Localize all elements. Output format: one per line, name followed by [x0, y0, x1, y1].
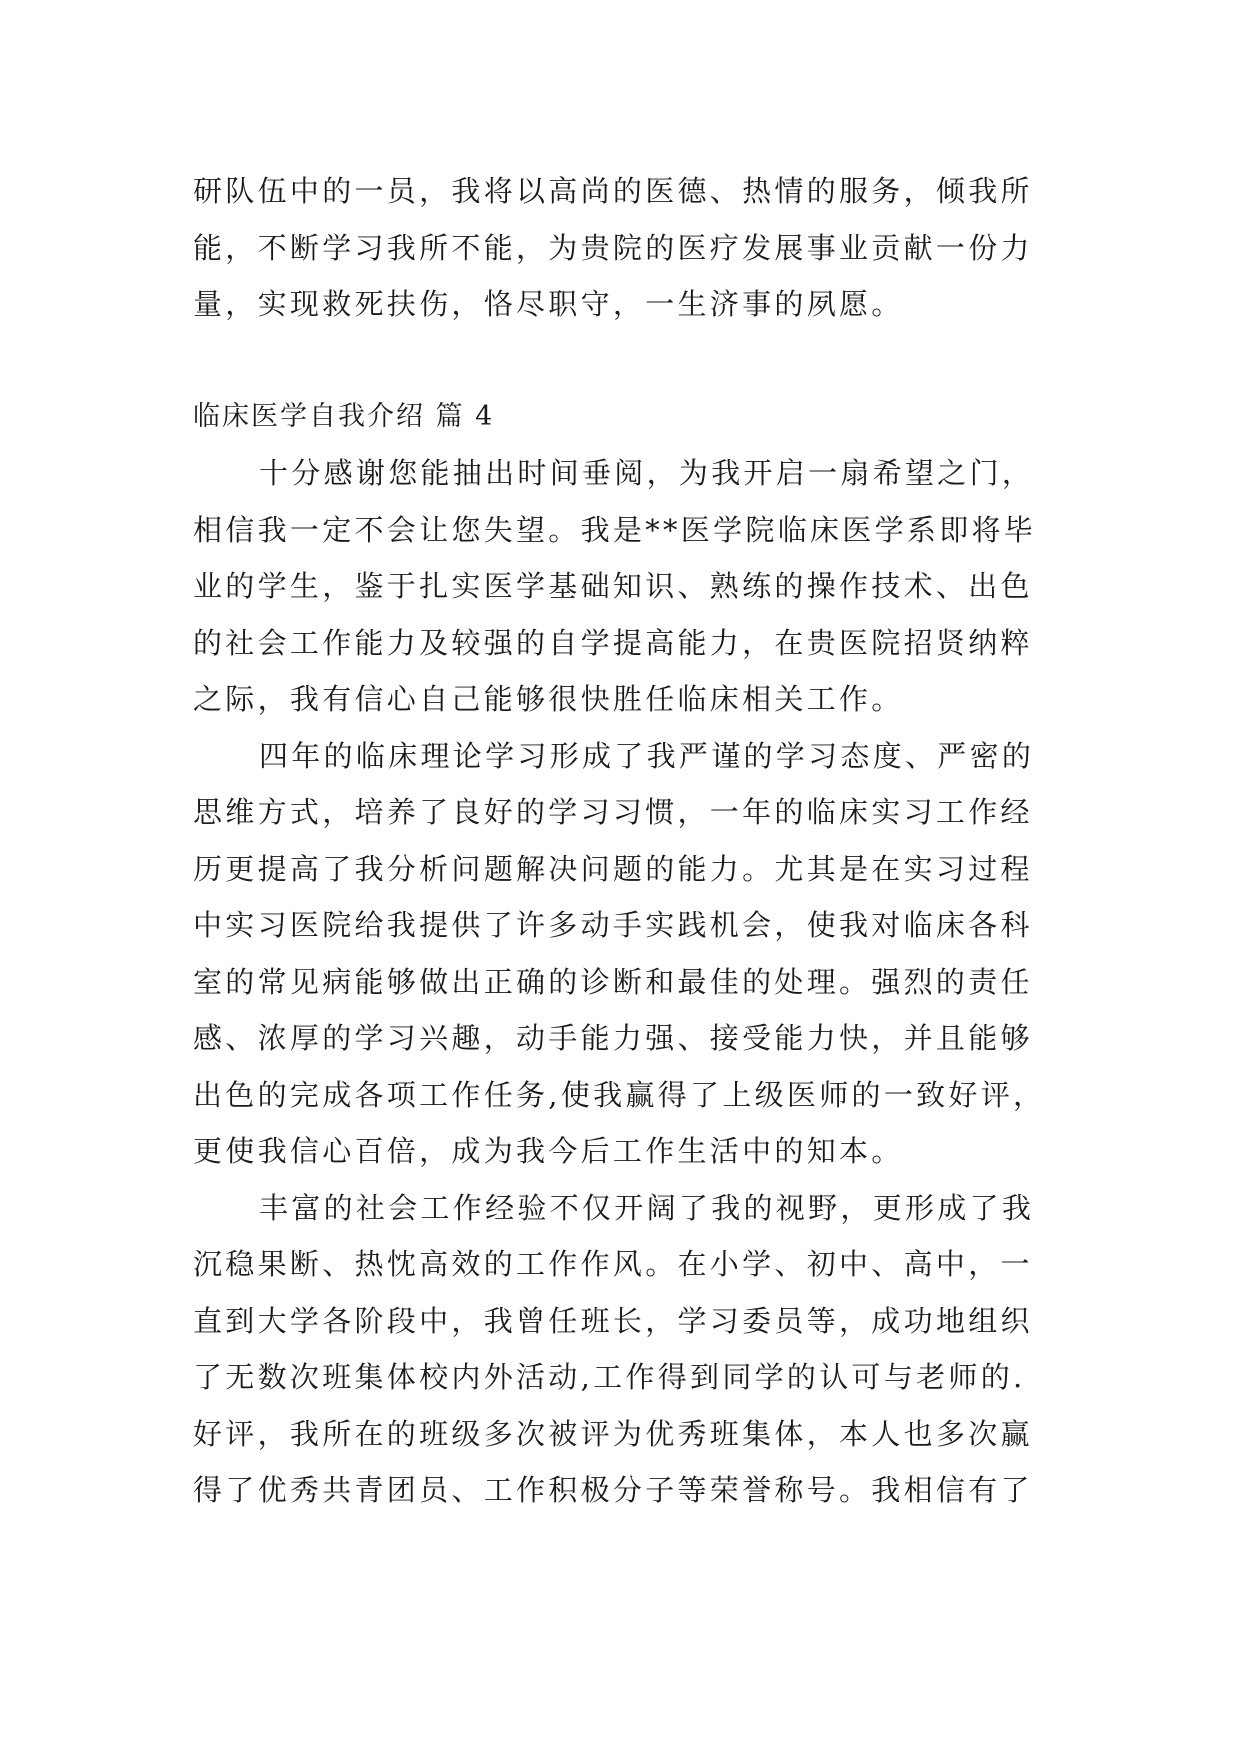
text-line: 感、浓厚的学习兴趣，动手能力强、接受能力快，并且能够 [193, 1021, 1033, 1055]
text-line: 量，实现救死扶伤，恪尽职守，一生济事的夙愿。 [193, 287, 904, 321]
text-line: 的社会工作能力及较强的自学提高能力，在贵医院招贤纳粹 [193, 625, 1033, 660]
paragraph-intro-continuation [193, 163, 1055, 333]
text-line: 出色的完成各项工作任务,使我赢得了上级医师的一致好评， [193, 1077, 1046, 1112]
text-line: 更使我信心百倍，成为我今后工作生活中的知本。 [193, 1134, 904, 1168]
text-line: 得了优秀共青团员、工作积极分子等荣誉称号。我相信有了 [193, 1473, 1033, 1507]
text-line: 业的学生，鉴于扎实医学基础知识、熟练的操作技术、出色 [193, 569, 1033, 603]
text-line: 研队伍中的一员，我将以高尚的医德、热情的服务，倾我所 [193, 174, 1033, 208]
text-line: 之际，我有信心自己能够很快胜任临床相关工作。 [193, 682, 904, 716]
text-line: 思维方式，培养了良好的学习习惯，一年的临床实习工作经 [193, 795, 1033, 829]
text-line: 了无数次班集体校内外活动,工作得到同学的认可与老师的. [193, 1360, 1026, 1394]
section-title: 临床医学自我介绍 篇 4 [193, 400, 495, 432]
document-body [193, 163, 1055, 1519]
text-line: 丰富的社会工作经验不仅开阔了我的视野，更形成了我 [259, 1190, 1035, 1225]
section-heading [193, 389, 1055, 446]
text-line: 沉稳果断、热忱高效的工作作风。在小学、初中、高中，一 [193, 1247, 1033, 1281]
text-line: 中实习医院给我提供了许多动手实践机会，使我对临床各科 [193, 908, 1033, 942]
text-line: 四年的临床理论学习形成了我严谨的学习态度、严密的 [259, 738, 1035, 773]
text-line: 直到大学各阶段中，我曾任班长，学习委员等，成功地组织 [193, 1303, 1033, 1338]
text-line: 十分感谢您能抽出时间垂阅，为我开启一扇希望之门， [259, 456, 1035, 490]
paragraph-1 [193, 445, 1055, 728]
text-line: 历更提高了我分析问题解决问题的能力。尤其是在实习过程 [193, 851, 1033, 886]
paragraph-3 [193, 1180, 1055, 1519]
text-line: 室的常见病能够做出正确的诊断和最佳的处理。强烈的责任 [193, 964, 1033, 999]
paragraph-2 [193, 728, 1055, 1180]
text-line: 相信我一定不会让您失望。我是**医学院临床医学系即将毕 [193, 512, 1037, 547]
text-line: 好评，我所在的班级多次被评为优秀班集体，本人也多次赢 [193, 1416, 1033, 1451]
text-line: 能，不断学习我所不能，为贵院的医疗发展事业贡献一份力 [193, 230, 1033, 265]
